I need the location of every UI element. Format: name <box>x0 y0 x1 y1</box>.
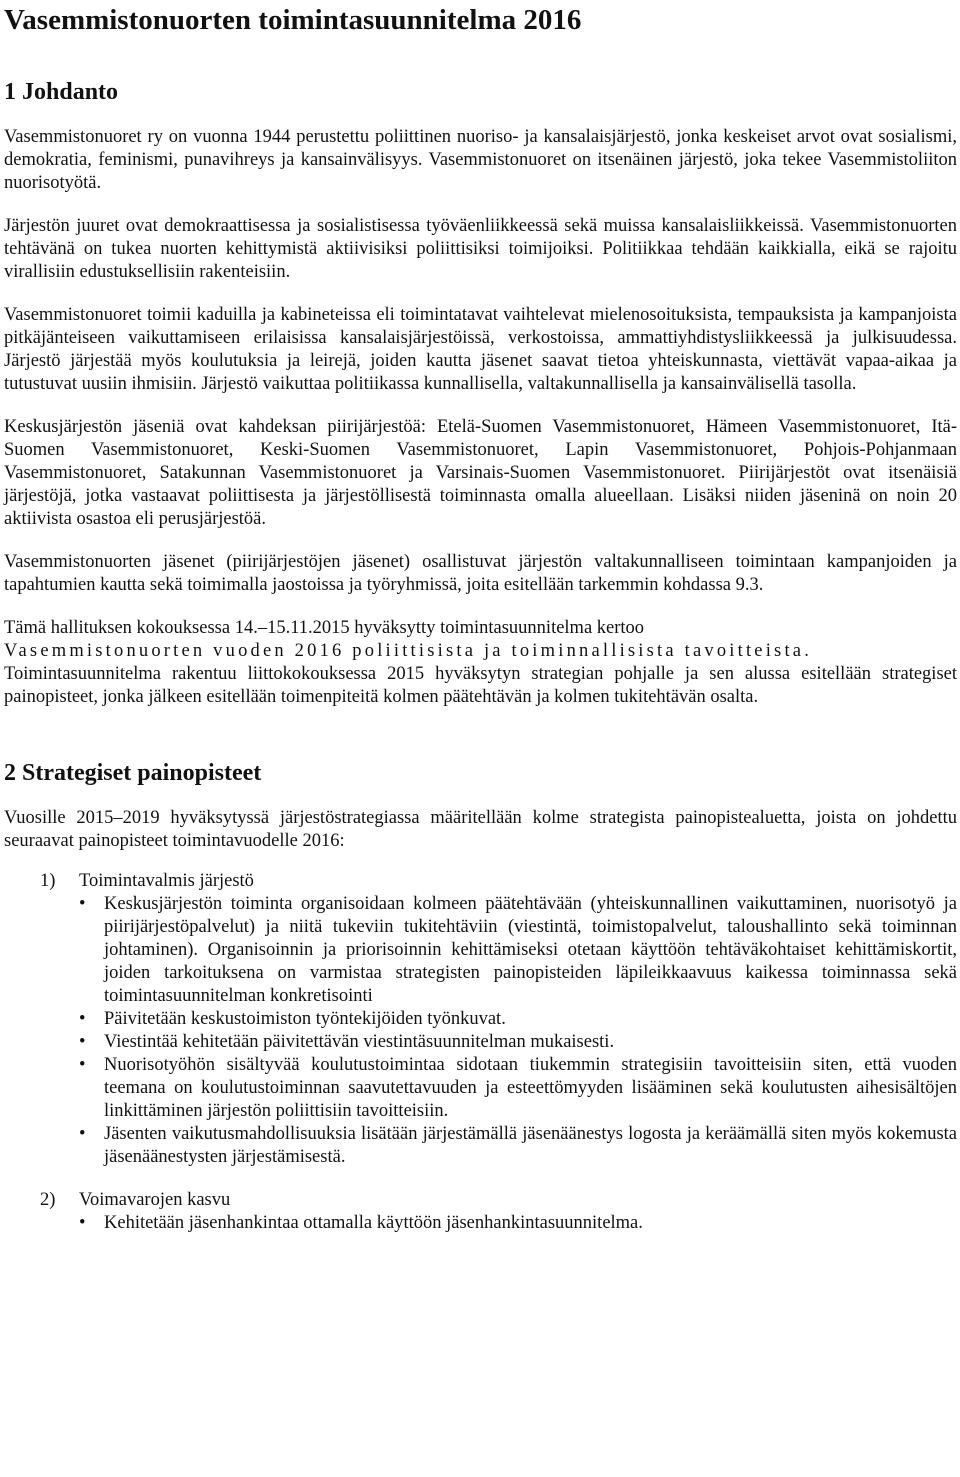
document-page <box>0 4 960 1235</box>
item-number: 2) <box>40 1190 56 1210</box>
section-heading-intro: 1 Johdanto <box>4 79 119 105</box>
section-heading-strategy: 2 Strategiset painopisteet <box>4 760 262 786</box>
bullet-list <box>4 893 957 1169</box>
item-label: Voimavarojen kasvu <box>79 1190 231 1210</box>
document-title: Vasemmistonuorten toimintasuunnitelma 2016 <box>4 4 582 36</box>
item-number: 1) <box>40 871 56 891</box>
paragraph-1: Vasemmistonuoret ry on vuonna 1944 perustettu poliittinen nuoriso- ja kansalaisjärjestö, jonka keskeiset arvot ovat sosialismi, demokratia, feminismi, punavihreys ja kansainvälisyys. Vasemmistonuoret on itsenäinen järjestö, joka tekee Vasemmistoliiton nuorisotyötä. <box>4 127 957 193</box>
paragraph-4: Keskusjärjestön jäseniä ovat kahdeksan piirijärjestöä: Etelä-Suomen Vasemmistonuoret, Hämeen Vasemmistonuoret, Itä-Suomen Vasemmistonuoret, Keski-Suomen Vasemmistonuoret, Lapin Vasemmistonuoret, Pohjois-Pohjanmaan Vasemmistonuoret, Satakunnan Vasemmistonuoret ja Varsinais-Suomen Vasemmistonuoret. Piirijärjestöt ovat itsenäisiä järjestöjä, jotka vastaavat poliittisesta ja järjestöllisestä toiminnasta omalla alueellaan. Lisäksi niiden jäseninä on noin 20 aktiivista osastoa eli perusjärjestöä. <box>4 417 957 529</box>
bullet-list <box>4 1212 957 1235</box>
strategy-item <box>4 870 957 893</box>
strategy-intro: Vuosille 2015–2019 hyväksytyssä järjestöstrategiassa määritellään kolme strategista painopistealuetta, joista on johdettu seuraavat painopisteet toimintavuodelle 2016: <box>4 808 957 851</box>
list-item: • Kehitetään jäsenhankintaa ottamalla käyttöön jäsenhankintasuunnitelma. <box>79 1212 957 1235</box>
list-item: • Viestintää kehitetään päivitettävän viestintäsuunnitelman mukaisesti. <box>79 1031 957 1054</box>
paragraph-6-line-2: Vasemmistonuorten vuoden 2016 poliittisista ja toiminnallisista tavoitteista. <box>4 641 813 661</box>
paragraph-2: Järjestön juuret ovat demokraattisessa ja sosialistisessa työväenliikkeessä sekä muissa kansalaisliikkeissä. Vasemmistonuorten tehtävänä on tukea nuorten kehittymistä aktiivisiksi poliittisiksi toimijoiksi. Politiikkaa tehdään kaikkialla, eikä se rajoitu virallisiin edustuksellisiin rakenteisiin. <box>4 216 957 282</box>
strategy-item <box>4 1189 957 1212</box>
paragraph-6-line-1: Tämä hallituksen kokouksessa 14.–15.11.2015 hyväksytty toimintasuunnitelma kertoo <box>4 618 645 638</box>
list-item: • Nuorisotyöhön sisältyvää koulutustoimintaa sidotaan tiukemmin strategisiin tavoitteisiin siten, että vuoden teemana on koulutustoiminnan saavutettavuuden ja esteettömyyden lisääminen sekä koulutusten aihesisältöjen linkittäminen järjestön poliittisiin tavoitteisiin. <box>79 1054 957 1123</box>
list-item: • Päivitetään keskustoimiston työntekijöiden työnkuvat. <box>79 1008 957 1031</box>
list-item: • Keskusjärjestön toiminta organisoidaan kolmeen päätehtävään (yhteiskunnallinen vaikuttaminen, nuorisotyö ja piirijärjestöpalvelut) ja niitä tukeviin tukitehtäviin (viestintä, toimistopalvelut, taloushallinto sekä toiminnan johtaminen). Organisoinnin ja priorisoinnin kehittämiseksi otetaan käyttöön tehtäväkohtaiset kehittämiskortit, joiden tarkoituksena on varmistaa strategisten painopisteiden läpileikkaavuus kaikessa toiminnassa sekä toimintasuunnitelman konkretisointi <box>79 893 957 1008</box>
paragraph-3: Vasemmistonuoret toimii kaduilla ja kabineteissa eli toimintatavat vaihtelevat mielenosoituksista, tempauksista ja kampanjoista pitkäjänteiseen vaikuttamiseen erilaisissa kansalaisjärjestöissä, verkostoissa, ammattiyhdistysliikkeessä ja julkisuudessa. Järjestö järjestää myös koulutuksia ja leirejä, joiden kautta jäsenet saavat tietoa yhteiskunnasta, viettävät vapaa-aikaa ja tutustuvat uusiin ihmisiin. Järjestö vaikuttaa politiikassa kunnallisella, valtakunnallisella ja kansainvälisellä tasolla. <box>4 305 957 394</box>
paragraph-6-rest: Toimintasuunnitelma rakentuu liittokokouksessa 2015 hyväksytyn strategian pohjalle ja sen alussa esitellään strategiset painopisteet, jonka jälkeen esitellään toimenpiteitä kolmen päätehtävän ja kolmen tukitehtävän osalta. <box>4 664 957 707</box>
paragraph-5: Vasemmistonuorten jäsenet (piirijärjestöjen jäsenet) osallistuvat järjestön valtakunnalliseen toimintaan kampanjoiden ja tapahtumien kautta sekä toimimalla jaostoissa ja työryhmissä, joita esitellään tarkemmin kohdassa 9.3. <box>4 552 957 595</box>
paragraph-6 <box>4 617 957 709</box>
item-label: Toimintavalmis järjestö <box>79 871 254 891</box>
list-item: • Jäsenten vaikutusmahdollisuuksia lisätään järjestämällä jäsenäänestys logosta ja keräämällä siten myös kokemusta jäsenäänestysten järjestämisestä. <box>79 1123 957 1169</box>
strategy-list-2 <box>4 1189 957 1212</box>
strategy-list <box>4 870 957 893</box>
